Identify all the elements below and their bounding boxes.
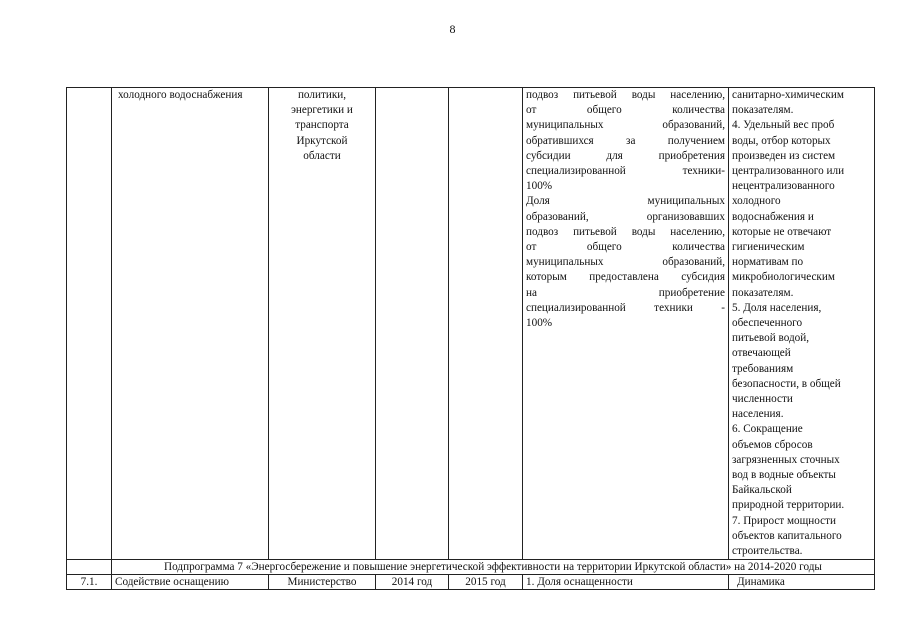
cell-end-year: 2015 год	[449, 575, 523, 590]
cell-empty	[67, 560, 112, 575]
cell-indicators: подвоз питьевой воды населению, от общего количества муниципальных образований, обратившихся за получением субсидии для приобретения специализированной техники- 100% Доля муниципальных образований, организовавших подвоз питьевой воды населению, от общего количества муниципальных образований, которым предоставлена субсидия на приобретение специализированной техники - 100%	[523, 88, 729, 560]
cell-activity-name: Содействие оснащению	[112, 575, 269, 590]
cell-end-year	[449, 88, 523, 560]
cell-executor: политики, энергетики и транспорта Иркутской области	[269, 88, 376, 560]
cell-expected-results: санитарно-химическим показателям. 4. Удельный вес проб воды, отбор которых произведен из систем централизованного или нецентрализованного холодного водоснабжения и которые не отвечают гигиеническим нормативам по микробиологическим показателям. 5. Доля населения, обеспеченного питьевой водой, отвечающей требованиям безопасности, в общей численности населения. 6. Сокращение объемов сбросов загрязненных сточных вод в водные объекты Байкальской природной территории. 7. Прирост мощности объектов капитального строительства.	[729, 88, 875, 560]
cell-number: 7.1.	[67, 575, 112, 590]
cell-executor: Министерство	[269, 575, 376, 590]
program-table	[66, 87, 875, 590]
page-number: 8	[449, 22, 456, 36]
table-row-subprogram	[67, 560, 875, 575]
cell-number	[67, 88, 112, 560]
cell-expected-results: Динамика	[729, 575, 875, 590]
cell-indicators: 1. Доля оснащенности	[523, 575, 729, 590]
cell-start-year: 2014 год	[376, 575, 449, 590]
table-row-7-1	[67, 575, 875, 590]
subprogram-title: Подпрограмма 7 «Энергосбережение и повышение энергетической эффективности на территории Иркутской области» на 2014-2020 годы	[112, 560, 875, 575]
table-row-continuation	[67, 88, 875, 560]
cell-activity-name: холодного водоснабжения	[112, 88, 269, 560]
cell-start-year	[376, 88, 449, 560]
